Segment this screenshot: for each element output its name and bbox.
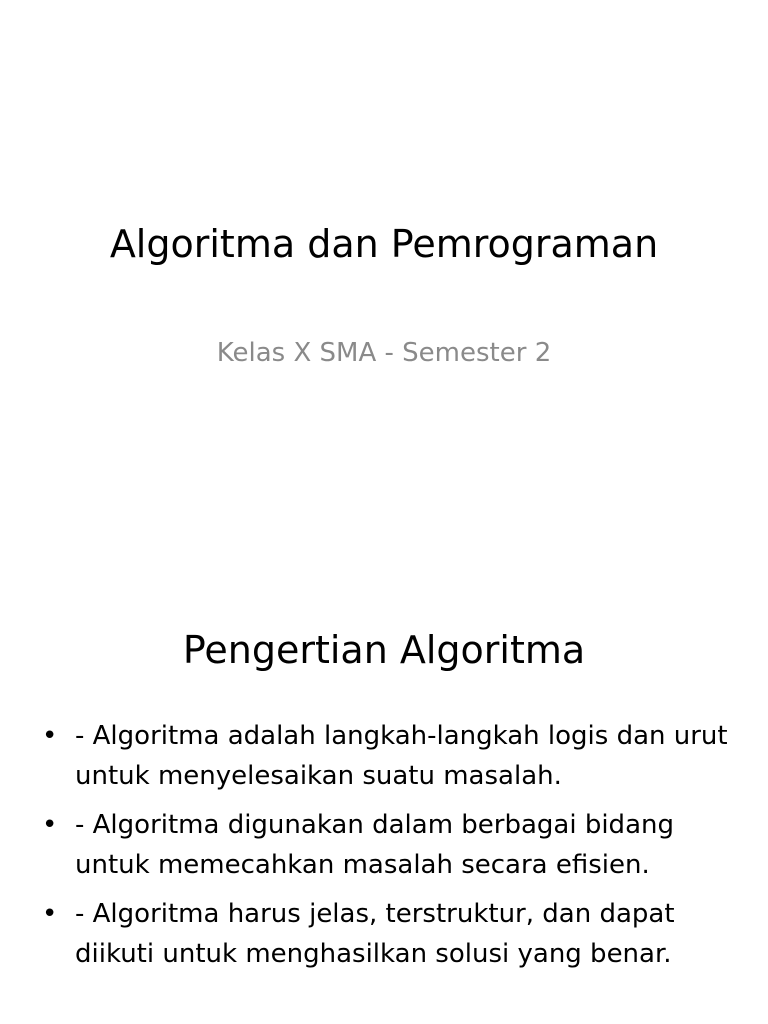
bullet-dot-icon: • (42, 810, 58, 840)
bullet-text: - Algoritma adalah langkah-langkah logis dan urut untuk menyelesaikan suatu masalah. (75, 721, 728, 791)
bullet-list (38, 716, 738, 983)
slide-title: Algoritma dan Pemrograman (109, 222, 659, 266)
slide-title: Pengertian Algoritma (182, 628, 586, 672)
bullet-item (38, 894, 738, 974)
bullet-text: - Algoritma digunakan dalam berbagai bidang untuk memecahkan masalah secara efisien. (75, 810, 674, 880)
bullet-item (38, 805, 738, 885)
content-slide (0, 512, 768, 1024)
bullet-item (38, 716, 738, 796)
bullet-dot-icon: • (42, 721, 58, 751)
bullet-dot-icon: • (42, 899, 58, 929)
bullet-text: - Algoritma harus jelas, terstruktur, dan dapat diikuti untuk menghasilkan solusi yang benar. (75, 899, 675, 969)
slide-subtitle: Kelas X SMA - Semester 2 (216, 338, 552, 368)
